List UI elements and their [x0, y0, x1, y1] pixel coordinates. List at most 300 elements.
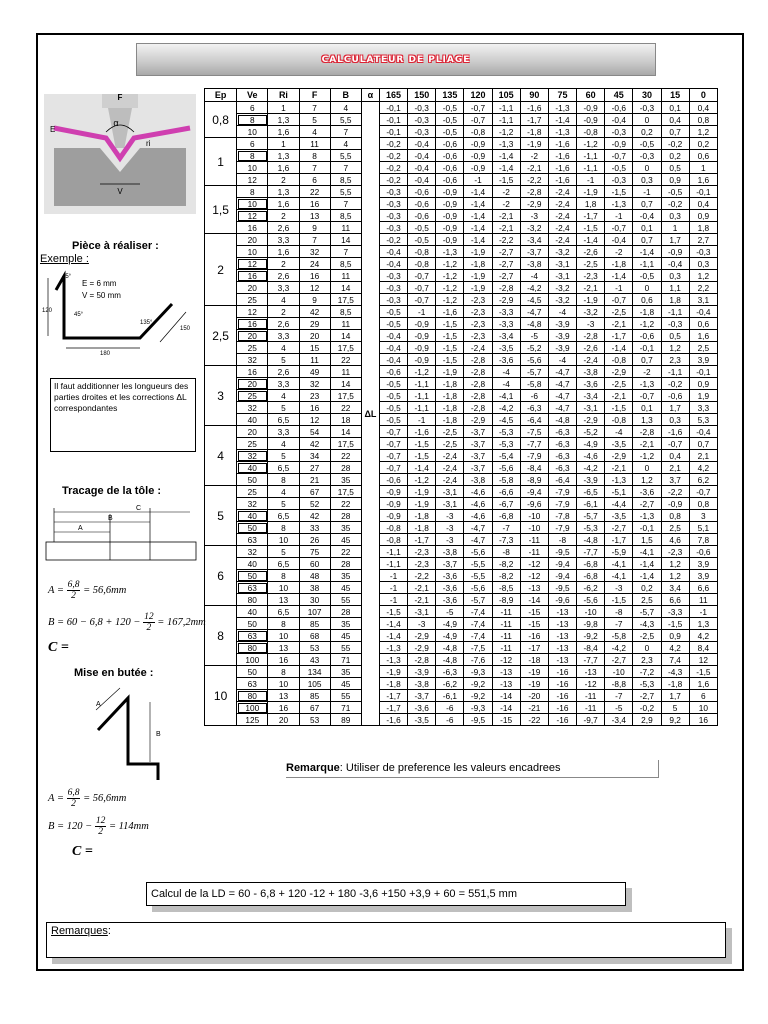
table-cell: 50 — [237, 474, 268, 486]
table-cell: -22 — [520, 714, 548, 726]
table-cell: -5,7 — [633, 606, 661, 618]
table-cell: 5 — [268, 498, 299, 510]
table-cell: -1 — [379, 570, 407, 582]
table-cell: 1 — [268, 102, 299, 114]
table-cell: -0,9 — [605, 138, 633, 150]
table-cell: -3,9 — [408, 666, 436, 678]
table-cell: -1,4 — [379, 618, 407, 630]
table-cell: 16 — [237, 366, 268, 378]
table-cell: 1,2 — [661, 570, 689, 582]
table-cell: 12 — [237, 306, 268, 318]
table-cell: -5,3 — [577, 522, 605, 534]
table-cell: -13 — [548, 618, 576, 630]
table-cell: 6,5 — [268, 606, 299, 618]
table-cell: 22 — [330, 402, 361, 414]
table-cell: -2,4 — [577, 354, 605, 366]
table-row — [205, 126, 718, 138]
backgauge-drawing — [80, 684, 190, 784]
table-row — [205, 534, 718, 546]
table-cell: -0,1 — [379, 102, 407, 114]
table-cell: -0,2 — [379, 174, 407, 186]
table-cell: 7,8 — [689, 534, 717, 546]
table-cell: -3,8 — [577, 366, 605, 378]
table-cell: 1,2 — [661, 342, 689, 354]
table-cell: -2,3 — [661, 546, 689, 558]
table-cell: -9,5 — [548, 546, 576, 558]
table-cell: 10 — [237, 126, 268, 138]
table-cell: 25 — [237, 390, 268, 402]
delta-l-label: ΔL — [361, 102, 379, 726]
table-cell: -2,8 — [464, 378, 492, 390]
table-cell: -2,1 — [520, 162, 548, 174]
table-cell: 85 — [299, 618, 330, 630]
table-cell: -0,4 — [379, 246, 407, 258]
table-cell: -9,6 — [520, 498, 548, 510]
header-cell: 60 — [577, 89, 605, 102]
table-cell: 2,1 — [689, 450, 717, 462]
table-cell: 2,5 — [689, 342, 717, 354]
table-cell: -2,7 — [492, 270, 520, 282]
table-cell: -2,4 — [436, 474, 464, 486]
table-cell: -2,9 — [464, 414, 492, 426]
table-cell: 0,5 — [661, 162, 689, 174]
table-cell: -18 — [520, 654, 548, 666]
table-cell: -0,4 — [605, 234, 633, 246]
table-cell: -2,9 — [605, 366, 633, 378]
table-cell: -12 — [520, 558, 548, 570]
table-cell: -3,7 — [464, 462, 492, 474]
table-cell: -4,7 — [548, 390, 576, 402]
remarks-box[interactable] — [46, 922, 726, 958]
table-cell: -2,8 — [520, 186, 548, 198]
table-cell: 2,6 — [268, 366, 299, 378]
example-param-v: V = 50 mm — [82, 291, 121, 300]
table-cell: -0,6 — [408, 210, 436, 222]
table-cell: 34 — [299, 450, 330, 462]
v-label: V — [117, 187, 123, 196]
table-cell: -2,3 — [464, 318, 492, 330]
table-cell: -3,4 — [520, 234, 548, 246]
table-cell: 2 — [268, 210, 299, 222]
table-cell: -0,2 — [661, 138, 689, 150]
table-cell: -2,2 — [408, 570, 436, 582]
table-cell: 80 — [237, 594, 268, 606]
table-cell: -1,6 — [379, 714, 407, 726]
table-cell: 5 — [268, 546, 299, 558]
table-cell: 1,6 — [689, 330, 717, 342]
table-cell: -5,9 — [605, 546, 633, 558]
table-cell: -1,1 — [577, 150, 605, 162]
table-cell: 2,9 — [633, 714, 661, 726]
table-cell: 134 — [299, 666, 330, 678]
thickness-cell: 2,5 — [205, 306, 237, 366]
table-cell: -0,9 — [408, 342, 436, 354]
table-cell: 0,5 — [661, 330, 689, 342]
table-cell: 5 — [268, 354, 299, 366]
table-cell: -2,5 — [436, 426, 464, 438]
table-row — [205, 366, 718, 378]
table-cell: 32 — [237, 546, 268, 558]
formula-a-1: A = $\frac{6,8}{2}$ = 56,6mm — [48, 580, 127, 601]
table-cell: 1,2 — [689, 270, 717, 282]
table-cell: -1,5 — [408, 450, 436, 462]
table-cell: -7,8 — [548, 510, 576, 522]
table-cell: -3,2 — [577, 306, 605, 318]
table-cell: -0,3 — [379, 270, 407, 282]
table-cell: 8,5 — [330, 210, 361, 222]
table-cell: -2,7 — [492, 258, 520, 270]
table-cell: -1,5 — [436, 342, 464, 354]
table-cell: -5,6 — [464, 546, 492, 558]
table-cell: 67 — [299, 702, 330, 714]
table-cell: 5 — [268, 450, 299, 462]
table-cell: 17,5 — [330, 486, 361, 498]
table-cell: -1,7 — [520, 114, 548, 126]
table-cell: 5,5 — [330, 150, 361, 162]
table-cell: -1,4 — [464, 234, 492, 246]
table-cell: 3,7 — [661, 474, 689, 486]
table-cell: 6 — [237, 138, 268, 150]
header-cell: 165 — [379, 89, 407, 102]
table-cell: -1,2 — [577, 138, 605, 150]
table-cell: -2 — [492, 186, 520, 198]
alpha-label: α — [113, 118, 119, 128]
table-cell: 0,4 — [661, 450, 689, 462]
table-cell: -3,9 — [548, 342, 576, 354]
table-row — [205, 666, 718, 678]
table-row — [205, 606, 718, 618]
table-cell: 7 — [330, 246, 361, 258]
table-cell: -0,6 — [689, 546, 717, 558]
table-cell: -4,7 — [548, 378, 576, 390]
table-cell: 125 — [237, 714, 268, 726]
table-cell: -1,9 — [408, 498, 436, 510]
table-cell: 20 — [299, 330, 330, 342]
table-cell: -0,7 — [408, 294, 436, 306]
table-cell: -0,5 — [633, 138, 661, 150]
ld-calculation: Calcul de la LD = 60 - 6,8 + 120 -12 + 180 -3,6 +150 +3,9 + 60 = 551,5 mm — [146, 882, 626, 906]
table-cell: -1,6 — [520, 102, 548, 114]
table-cell: -1,4 — [633, 570, 661, 582]
table-row — [205, 678, 718, 690]
table-cell: 6,5 — [268, 414, 299, 426]
table-row — [205, 642, 718, 654]
ri-label: ri — [146, 139, 151, 148]
table-cell: 20 — [237, 282, 268, 294]
table-cell: -1,5 — [379, 606, 407, 618]
table-cell: -3 — [436, 510, 464, 522]
table-row — [205, 102, 718, 114]
table-cell: -0,8 — [379, 534, 407, 546]
table-cell: -0,4 — [408, 162, 436, 174]
table-cell: -0,8 — [379, 522, 407, 534]
table-cell: 1 — [268, 138, 299, 150]
table-cell: 2 — [268, 258, 299, 270]
table-cell: -2,3 — [408, 546, 436, 558]
header-cell: 135 — [436, 89, 464, 102]
table-cell: 63 — [237, 534, 268, 546]
table-cell: 1 — [689, 162, 717, 174]
table-cell: -6,3 — [520, 402, 548, 414]
table-cell: -0,7 — [379, 462, 407, 474]
table-cell: -9,5 — [548, 582, 576, 594]
table-cell: 55 — [330, 690, 361, 702]
table-cell: -2,4 — [464, 342, 492, 354]
table-cell: -1,5 — [408, 438, 436, 450]
table-cell: -2,4 — [548, 210, 576, 222]
table-cell: -0,5 — [379, 318, 407, 330]
dim-180: 180 — [100, 351, 111, 356]
remarque-text: : Utiliser de preference les valeurs encadrees — [339, 762, 561, 774]
table-cell: 2,3 — [661, 354, 689, 366]
table-cell: -4,1 — [633, 546, 661, 558]
table-cell: -1,8 — [661, 678, 689, 690]
table-cell: -9,2 — [464, 690, 492, 702]
table-cell: -3,2 — [548, 282, 576, 294]
header-cell: Ep — [205, 89, 237, 102]
table-row — [205, 282, 718, 294]
table-cell: -3 — [605, 582, 633, 594]
table-cell: 12 — [299, 414, 330, 426]
table-cell: -4,8 — [548, 414, 576, 426]
table-cell: -1,2 — [492, 126, 520, 138]
table-cell: -13 — [548, 606, 576, 618]
table-cell: 0 — [633, 642, 661, 654]
table-cell: -0,1 — [689, 186, 717, 198]
table-cell: -16 — [548, 666, 576, 678]
table-cell: -2,7 — [605, 522, 633, 534]
table-cell: 1,6 — [268, 126, 299, 138]
table-cell: 0,9 — [661, 174, 689, 186]
table-cell: 4 — [268, 342, 299, 354]
table-cell: -7 — [605, 618, 633, 630]
table-row — [205, 246, 718, 258]
table-cell: 0,3 — [661, 270, 689, 282]
table-cell: -2,8 — [464, 366, 492, 378]
table-cell: -0,9 — [408, 354, 436, 366]
table-cell: 1,6 — [268, 198, 299, 210]
table-cell: -12 — [520, 570, 548, 582]
table-cell: 71 — [330, 654, 361, 666]
table-cell: -6,3 — [548, 426, 576, 438]
table-cell: 4 — [299, 126, 330, 138]
table-cell: 0,7 — [633, 354, 661, 366]
table-cell: -0,5 — [379, 390, 407, 402]
table-cell: -0,6 — [633, 330, 661, 342]
table-cell: -3,2 — [520, 222, 548, 234]
table-cell: 1,6 — [268, 162, 299, 174]
table-cell: -4,3 — [633, 618, 661, 630]
table-cell: -1,3 — [605, 474, 633, 486]
table-cell: 15 — [299, 342, 330, 354]
table-cell: -1,3 — [548, 102, 576, 114]
table-cell: -4,9 — [436, 618, 464, 630]
table-cell: 7 — [330, 198, 361, 210]
table-cell: 0,3 — [661, 414, 689, 426]
table-cell: 13 — [268, 690, 299, 702]
table-cell: -2,9 — [408, 630, 436, 642]
table-cell: 6,5 — [268, 510, 299, 522]
table-cell: -1,3 — [379, 654, 407, 666]
table-cell: 0,1 — [633, 402, 661, 414]
table-cell: 0,7 — [661, 126, 689, 138]
table-cell: -0,5 — [661, 186, 689, 198]
table-cell: -1,1 — [577, 162, 605, 174]
table-cell: 8 — [268, 618, 299, 630]
table-cell: -0,5 — [436, 126, 464, 138]
table-row — [205, 270, 718, 282]
table-cell: -3,7 — [464, 438, 492, 450]
table-cell: -2,3 — [577, 270, 605, 282]
table-cell: 11 — [330, 222, 361, 234]
tracage-title: Tracage de la tôle : — [62, 485, 162, 497]
table-cell: 12 — [237, 174, 268, 186]
table-row — [205, 426, 718, 438]
table-cell: 18 — [330, 414, 361, 426]
table-cell: -0,1 — [633, 522, 661, 534]
table-cell: -6,5 — [577, 486, 605, 498]
table-cell: -0,2 — [633, 702, 661, 714]
table-cell: -2,1 — [492, 222, 520, 234]
table-cell: 0,6 — [633, 294, 661, 306]
header-cell: 0 — [689, 89, 717, 102]
table-cell: -1 — [464, 174, 492, 186]
table-row — [205, 378, 718, 390]
table-cell: 28 — [330, 462, 361, 474]
table-cell: -1,4 — [492, 150, 520, 162]
table-cell: -1,7 — [379, 690, 407, 702]
table-cell: -1,9 — [464, 270, 492, 282]
table-cell: -2,4 — [436, 462, 464, 474]
table-row — [205, 414, 718, 426]
table-cell: -3,6 — [436, 594, 464, 606]
remarque-line — [286, 760, 659, 778]
table-cell: -2,9 — [605, 450, 633, 462]
table-cell: -1,5 — [436, 318, 464, 330]
table-cell: -1,2 — [633, 450, 661, 462]
table-cell: -1 — [633, 186, 661, 198]
table-cell: 42 — [299, 306, 330, 318]
table-cell: 0,7 — [689, 438, 717, 450]
table-row — [205, 714, 718, 726]
header-cell: 15 — [661, 89, 689, 102]
table-cell: -1,8 — [520, 126, 548, 138]
table-cell: 35 — [330, 666, 361, 678]
table-cell: -4,8 — [436, 654, 464, 666]
table-cell: -2,6 — [577, 342, 605, 354]
table-cell: -0,3 — [605, 126, 633, 138]
table-cell: -0,3 — [633, 102, 661, 114]
table-cell: -2,5 — [577, 258, 605, 270]
table-cell: -19 — [520, 666, 548, 678]
table-cell: -1,4 — [464, 198, 492, 210]
table-cell: 53 — [299, 714, 330, 726]
table-cell: -1,7 — [408, 534, 436, 546]
table-cell: 0,9 — [689, 210, 717, 222]
table-cell: -6,1 — [436, 690, 464, 702]
table-cell: 4 — [330, 138, 361, 150]
formula-a-2: A = $\frac{6,8}{2}$ = 56,6mm — [48, 788, 127, 809]
table-cell: -8,9 — [520, 474, 548, 486]
table-cell: -3,1 — [436, 486, 464, 498]
table-cell: 35 — [330, 570, 361, 582]
table-cell: -0,3 — [408, 126, 436, 138]
e-label: E — [50, 125, 56, 134]
table-cell: -0,9 — [408, 330, 436, 342]
table-cell: 20 — [268, 714, 299, 726]
table-cell: -2,4 — [548, 186, 576, 198]
table-cell: 1,6 — [268, 246, 299, 258]
table-row — [205, 234, 718, 246]
table-cell: 24 — [299, 258, 330, 270]
table-cell: -0,9 — [436, 234, 464, 246]
table-cell: -16 — [520, 630, 548, 642]
table-cell: -0,5 — [379, 402, 407, 414]
table-cell: -2,5 — [436, 438, 464, 450]
table-cell: -13 — [520, 582, 548, 594]
table-cell: 4,6 — [661, 534, 689, 546]
table-cell: 4 — [268, 294, 299, 306]
table-cell: -8 — [548, 534, 576, 546]
header-cell: 105 — [492, 89, 520, 102]
table-cell: 5,1 — [689, 522, 717, 534]
table-cell: -5,7 — [520, 366, 548, 378]
table-cell: -5,1 — [605, 486, 633, 498]
header-cell: F — [299, 89, 330, 102]
table-cell: -0,6 — [661, 390, 689, 402]
table-row — [205, 570, 718, 582]
bending-table — [204, 88, 718, 726]
table-header-row — [205, 89, 718, 102]
dim-angle-inner: 45° — [74, 312, 84, 318]
table-cell: 50 — [237, 666, 268, 678]
table-cell: 0 — [633, 114, 661, 126]
table-cell: -0,3 — [379, 186, 407, 198]
table-cell: -1,4 — [548, 114, 576, 126]
table-cell: -2,1 — [492, 210, 520, 222]
table-cell: -3,4 — [577, 390, 605, 402]
table-cell: -0,4 — [408, 138, 436, 150]
table-cell: -5,2 — [520, 342, 548, 354]
table-cell: -0,2 — [379, 138, 407, 150]
table-cell: -2,2 — [520, 174, 548, 186]
table-cell: -3,6 — [436, 570, 464, 582]
table-row — [205, 306, 718, 318]
table-cell: -0,5 — [379, 414, 407, 426]
table-cell: 10 — [268, 678, 299, 690]
table-cell: 8 — [268, 474, 299, 486]
table-cell: -4,2 — [492, 402, 520, 414]
table-cell: -0,1 — [379, 114, 407, 126]
table-cell: -7,7 — [577, 654, 605, 666]
table-cell: -3,6 — [408, 702, 436, 714]
table-cell: 14 — [330, 426, 361, 438]
table-row — [205, 210, 718, 222]
table-cell: 0,3 — [633, 174, 661, 186]
table-cell: 48 — [299, 570, 330, 582]
table-cell: -1,2 — [436, 282, 464, 294]
table-cell: -0,3 — [379, 222, 407, 234]
table-cell: -4,2 — [520, 282, 548, 294]
table-cell: -2,8 — [464, 354, 492, 366]
thickness-cell: 6 — [205, 546, 237, 606]
table-cell: -0,9 — [436, 210, 464, 222]
table-cell: -11 — [492, 618, 520, 630]
table-cell: -0,9 — [464, 162, 492, 174]
table-cell: -2,4 — [548, 198, 576, 210]
table-cell: 0,3 — [661, 210, 689, 222]
table-cell: 5,5 — [330, 186, 361, 198]
